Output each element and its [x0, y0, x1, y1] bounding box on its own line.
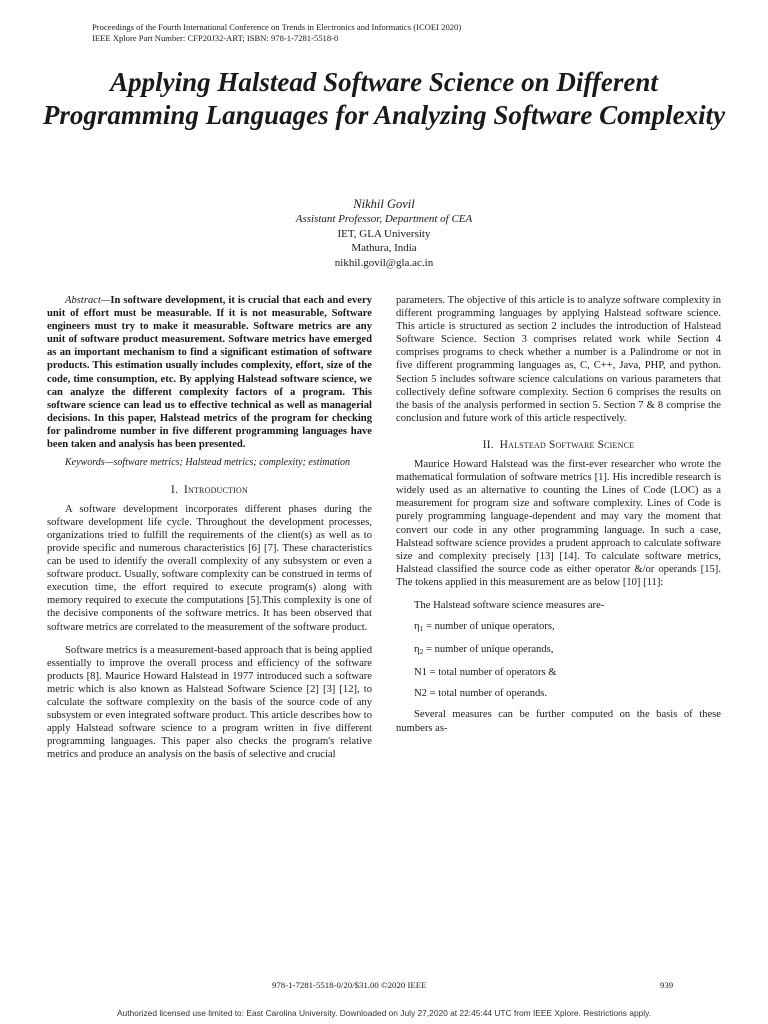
measure-unique-operators: $\eta_1$ = number of unique operators, [414, 621, 555, 634]
paper-title: Applying Halstead Software Science on Different Programming Languages for Analyzing Software Complexity [42, 67, 726, 130]
page-number: 939 [660, 980, 674, 990]
author-affiliation [0, 212, 768, 270]
conference-line: Proceedings of the Fourth International Conference on Trends in Electronics and Informatics (ICOEI 2020) [92, 22, 462, 32]
halstead-paragraph: Maurice Howard Halstead was the first-ever researcher who wrote the mathematical formulation of software metrics [1]. His incredible research is widely used as an alternative to counting the Lines of Code (LOC) as a measurement for program size and software complexity. Lines of Code is purely programming language-dependent and may vary the moment that convert our code in any other programming language. In such a case, Halstead software science provides a prudent approach to calculate software size and complexity precisely [13] [14]. To calculate software metrics, Halstead classified the source code as either operator &/or operands [15]. The tokens applied in this measurement are as below [10] [11]: [396, 459, 721, 588]
measures-closing: Several measures can be further computed on the basis of these numbers as- [396, 709, 721, 734]
ieee-part-number: IEEE Xplore Part Number: CFP20J32-ART; ISBN: 978-1-7281-5518-0 [92, 33, 339, 43]
author-institute: IET, GLA University [337, 227, 431, 240]
abstract-text: In software development, it is crucial that each and every unit of effort must be measurable. If it is not measurable, Software engineers must try to make it measurable. Software metrics are any unit of software product measurement. Software metrics have emerged as an important mechanism to find a significant estimation of software products. This estimation usually includes complexity, effort, size of the code, time consumption, etc. By applying Halstead software science, we can analyze the different complexity factors of a program. This software science can lead us to effective technical as well as managerial decisions. In this paper, Halstead metrics of the program for checking for palindrome number in five different programming languages have been taken and analysis has been presented. [47, 295, 372, 451]
author-position: Assistant Professor, Department of CEA [295, 213, 473, 225]
measure-total-operators: N1 = total number of operators & [414, 667, 557, 679]
keywords: Keywords—software metrics; Halstead metrics; complexity; estimation [65, 457, 351, 469]
author-email: nikhil.govil@gla.ac.in [334, 256, 434, 269]
measure-unique-operands: $\eta_2$ = number of unique operands, [414, 644, 554, 657]
measure-total-operands: N2 = total number of operands. [414, 688, 548, 700]
running-header [92, 22, 461, 44]
footer-isbn: 978-1-7281-5518-0/20/$31.00 ©2020 IEEE [272, 980, 427, 990]
measures-intro: The Halstead software science measures are- [414, 599, 605, 611]
author-name: Nikhil Govil [353, 197, 415, 211]
right-column [396, 294, 721, 735]
abstract [47, 294, 372, 451]
download-notice: Authorized licensed use limited to: East Carolina University. Downloaded on July 27,2020 at 22:45:44 UTC from IEEE Xplore. Restrictions apply. [116, 1008, 652, 1018]
abstract-lead: Abstract— [65, 295, 111, 306]
section-heading-halstead: II. Halstead Software Science [482, 438, 635, 451]
author-location: Mathura, India [351, 242, 417, 254]
intro-paragraph-2: Software metrics is a measurement-based approach that is being applied essentially to improve the overall process and efficiency of the software products [8]. Maurice Howard Halstead in 1977 introduced such a software metric which is also known as Halstead Software Science [2] [3] [12], to calculate the software complexity on the basis of the source code of any subsystem or even integrated software product. This article describes how to apply Halstead software science to a program written in five different programming languages. This paper also checks the program's relative metrics and produce an analysis on the basis of selective and crucial [47, 644, 372, 761]
left-column [47, 294, 372, 762]
intro-continuation: parameters. The objective of this article is to analyze software complexity in different programming languages by applying Halstead software science. This article is structured as section 2 includes the introduction of Halstead Software Science. Section 3 comprises related work while Section 4 comprises programs to check whether a number is a Palindrome or not in five different programming languages as, C, C++, Java, PHP, and python. Section 5 includes software science calculations on various parameters that collectively define software complexity. Section 6 comprises the results on the basis of the analysis performed in section 5. Section 7 & 8 comprise the conclusion and future work of this article respectively. [396, 295, 721, 424]
intro-paragraph-1: A software development incorporates different phases during the software development life cycle. Throughout the development processes, organizations tried to fulfill the requirements of the client(s) as well as to provide specific and numerous characteristics [6] [7]. These characteristics can be used to identify the overall complexity of any subsystem or even a software product. Usually, software complexity can be construed in terms of execution time, the effort required to execute program(s) along with memory required to execute the computations [5].This complexity is one of the decisive components of the software metrics. It has been observed that software metrics are correlated to the measurement of the software product. [47, 503, 372, 633]
section-heading-introduction: I. Introduction [171, 483, 248, 496]
